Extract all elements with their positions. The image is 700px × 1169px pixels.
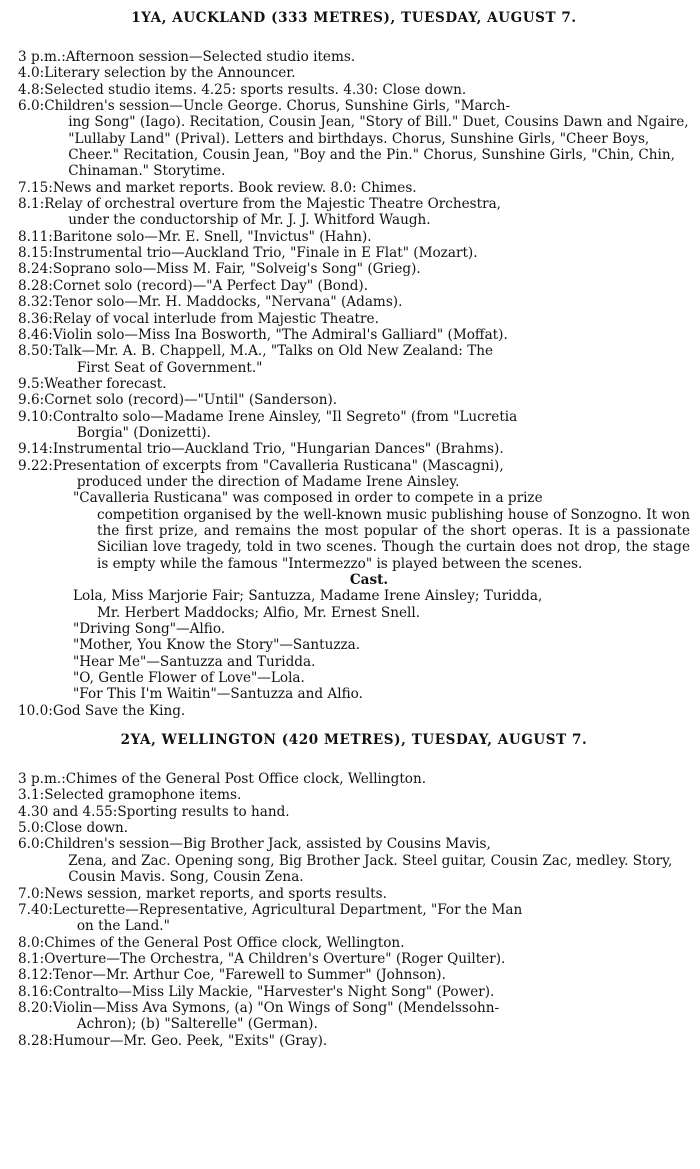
entry-text: Instrumental trio—Auckland Trio, "Hungarian Dances" (Brahms).: [52, 441, 504, 458]
entry-continuation: under the conductorship of Mr. J. J. Whitford Waugh.: [68, 212, 431, 229]
programme-entry: [18, 984, 690, 1000]
programme-entry: [18, 409, 690, 442]
programme-entry: [18, 261, 690, 277]
song-item: "O, Gentle Flower of Love"—Lola.: [73, 670, 305, 687]
entry-continuation: Achron); (b) "Salterelle" (German).: [76, 1016, 318, 1033]
cast-first-line: Lola, Miss Marjorie Fair; Santuzza, Madame Irene Ainsley; Turidda,: [73, 588, 543, 605]
entry-text: Cornet solo (record)—"Until" (Sanderson).: [44, 392, 338, 409]
entry-time: 8.15:: [18, 245, 53, 262]
entry-text: News session, market reports, and sports results.: [44, 885, 387, 902]
programme-entry: [18, 392, 690, 408]
entry-text: Relay of orchestral overture from the Majestic Theatre Orchestra,: [44, 196, 501, 213]
entry-text: Instrumental trio—Auckland Trio, "Finale in E Flat" (Mozart).: [52, 245, 478, 262]
entry-time: 8.28:: [18, 277, 53, 294]
entry-continuation: First Seat of Government.": [76, 359, 263, 376]
programme-entry: [18, 278, 690, 294]
entry-text: Overture—The Orchestra, "A Children's Overture" (Roger Quilter).: [44, 950, 506, 967]
cast-rest: Mr. Herbert Maddocks; Alfio, Mr. Ernest Snell.: [97, 604, 421, 621]
entry-text: Lecturette—Representative, Agricultural Department, "For the Man: [52, 901, 523, 918]
entry-time: 7.15:: [18, 179, 53, 196]
programme-entry: [18, 82, 690, 98]
entry-text: Presentation of excerpts from "Cavalleria Rusticana" (Mascagni),: [52, 457, 504, 474]
entry-time: 8.11:: [18, 228, 53, 245]
entry-text: Chimes of the General Post Office clock, Wellington.: [65, 771, 427, 788]
entry-time: 3.1:: [18, 787, 45, 804]
entry-time: 3 p.m.:: [18, 49, 66, 65]
entry-time: 8.28:: [18, 1032, 53, 1049]
entry-time: 6.0:: [18, 98, 45, 115]
entry-text: Tenor—Mr. Arthur Coe, "Farewell to Summer" (Johnson).: [52, 967, 446, 984]
programme-entry: [18, 1000, 690, 1033]
entry-time: 9.5:: [18, 375, 45, 392]
entry-continuation: produced under the direction of Madame Irene Ainsley.: [76, 473, 460, 490]
entry-text: Humour—Mr. Geo. Peek, "Exits" (Gray).: [52, 1032, 328, 1049]
entry-time: 8.24:: [18, 261, 53, 278]
entry-text: Weather forecast.: [44, 375, 167, 392]
entry-continuation: Borgia" (Donizetti).: [76, 424, 211, 441]
song-item: "Hear Me"—Santuzza and Turidda.: [73, 653, 316, 670]
programme-entry: [18, 65, 690, 81]
entry-text: Tenor solo—Mr. H. Maddocks, "Nervana" (Adams).: [52, 294, 403, 311]
entry-text: God Save the King.: [52, 702, 186, 719]
programme-entry: [18, 951, 690, 967]
programme-entry: [18, 836, 690, 885]
song-item: "Mother, You Know the Story"—Santuzza.: [73, 637, 361, 654]
programme-entry: [18, 787, 690, 803]
entry-continuation: Zena, and Zac. Opening song, Big Brother Jack. Steel guitar, Cousin Zac, medley. Story, Cousin Mavis. Song, Cousin Zena.: [68, 852, 673, 886]
entry-time: 4.0:: [18, 65, 45, 82]
entry-time: 8.46:: [18, 326, 53, 343]
programme-entry: [18, 294, 690, 310]
cast-heading: Cast.: [349, 572, 389, 588]
programme-entry: [18, 245, 690, 261]
programme-entry: [18, 327, 690, 343]
programme-entry: [18, 902, 690, 935]
entry-text: Contralto solo—Madame Irene Ainsley, "Il Segreto" (from "Lucretia: [52, 408, 518, 425]
entry-text: Children's session—Uncle George. Chorus, Sunshine Girls, "March-: [44, 98, 511, 115]
programme-entry: [18, 804, 690, 820]
programme-entry: [18, 343, 690, 376]
programme-entry: [18, 1033, 690, 1049]
entry-time: 10.0:: [18, 702, 53, 719]
wellington-programme: [18, 771, 690, 1049]
entry-text: Close down.: [44, 820, 129, 837]
entry-text: Selected studio items. 4.25: sports results. 4.30: Close down.: [44, 81, 467, 98]
entry-text: Children's session—Big Brother Jack, assisted by Cousins Mavis,: [44, 836, 491, 853]
programme-entry: [18, 49, 690, 65]
entry-time: 6.0:: [18, 836, 45, 853]
auckland-programme: [18, 49, 690, 719]
description-first-line: "Cavalleria Rusticana" was composed in order to compete in a prize: [73, 490, 543, 507]
song-item: "For This I'm Waitin"—Santuzza and Alfio.: [73, 686, 363, 703]
entry-time: 8.20:: [18, 999, 53, 1016]
opera-description: [18, 490, 690, 572]
entry-continuation: on the Land.": [76, 918, 170, 935]
programme-entry: [18, 180, 690, 196]
station-heading-wellington: 2YA, WELLINGTON (420 METRES), TUESDAY, AUGUST 7.: [120, 732, 588, 749]
entry-text: Cornet solo (record)—"A Perfect Day" (Bond).: [52, 277, 369, 294]
entry-text: Afternoon session—Selected studio items.: [65, 49, 356, 65]
entry-time: 9.6:: [18, 392, 45, 409]
entry-text: Chimes of the General Post Office clock, Wellington.: [44, 934, 405, 951]
entry-time: 4.30 and 4.55:: [18, 803, 118, 820]
entry-time: 8.32:: [18, 294, 53, 311]
description-body: competition organised by the well-known music publishing house of Sonzogno. It won the first prize, and remains the most popular of the short operas. It is a passionate Sicilian love tragedy, told in two scenes. Though the curtain does not drop, the stage is empty while the famous "Intermezzo" is played between the scenes.: [97, 506, 690, 572]
entry-time: 9.10:: [18, 408, 53, 425]
entry-text: Baritone solo—Mr. E. Snell, "Invictus" (Hahn).: [52, 228, 372, 245]
programme-entry: [18, 376, 690, 392]
programme-entry: [18, 967, 690, 983]
programme-entry: [18, 98, 690, 180]
entry-text: Violin solo—Miss Ina Bosworth, "The Admiral's Galliard" (Moffat).: [52, 326, 508, 343]
entry-text: Sporting results to hand.: [117, 803, 290, 820]
entry-time: 8.0:: [18, 934, 45, 951]
programme-entry: [18, 196, 690, 229]
entry-text: Talk—Mr. A. B. Chappell, M.A., "Talks on Old New Zealand: The: [52, 343, 494, 360]
entry-text: Relay of vocal interlude from Majestic Theatre.: [52, 310, 379, 327]
programme-entry: [18, 820, 690, 836]
programme-entry: [18, 229, 690, 245]
entry-time: 9.14:: [18, 441, 53, 458]
entry-time: 4.8:: [18, 81, 45, 98]
entry-time: 7.40:: [18, 901, 53, 918]
programme-entry: [18, 935, 690, 951]
entry-time: 3 p.m.:: [18, 771, 66, 788]
entry-time: 8.16:: [18, 983, 53, 1000]
entry-time: 9.22:: [18, 457, 53, 474]
entry-time: 8.50:: [18, 343, 53, 360]
entry-time: 7.0:: [18, 885, 45, 902]
entry-time: 8.1:: [18, 196, 45, 213]
station-heading-auckland: 1YA, AUCKLAND (333 METRES), TUESDAY, AUGUST 7.: [131, 10, 577, 26]
cast-list: [18, 588, 690, 621]
entry-text: Soprano solo—Miss M. Fair, "Solveig's Song" (Grieg).: [52, 261, 421, 278]
entry-time: 8.36:: [18, 310, 53, 327]
entry-text: News and market reports. Book review. 8.0: Chimes.: [52, 179, 417, 196]
programme-entry: [18, 771, 690, 787]
entry-time: 8.1:: [18, 950, 45, 967]
programme-entry: [18, 311, 690, 327]
programme-entry: [18, 886, 690, 902]
entry-time: 5.0:: [18, 820, 45, 837]
song-item: "Driving Song"—Alfio.: [73, 621, 226, 638]
entry-time: 8.12:: [18, 967, 53, 984]
entry-text: Selected gramophone items.: [44, 787, 242, 804]
entry-text: Violin—Miss Ava Symons, (a) "On Wings of Song" (Mendelssohn-: [52, 999, 500, 1016]
programme-entry: [18, 458, 690, 491]
programme-entry-closing: [18, 703, 690, 719]
programme-entry: [18, 441, 690, 457]
entry-continuation: ing Song" (Iago). Recitation, Cousin Jean, "Story of Bill." Duet, Cousins Dawn and Ngaire, "Lullaby Land" (Prival). Letters and birthdays. Chorus, Sunshine Girls, "Cheer Boys, Cheer." Recitation, Cousin Jean, "Boy and the Pin." Chorus, Sunshine Girls, "Chin, Chin, Chinaman." Storytime.: [68, 114, 689, 180]
entry-text: Contralto—Miss Lily Mackie, "Harvester's Night Song" (Power).: [52, 983, 495, 1000]
entry-text: Literary selection by the Announcer.: [44, 65, 296, 82]
